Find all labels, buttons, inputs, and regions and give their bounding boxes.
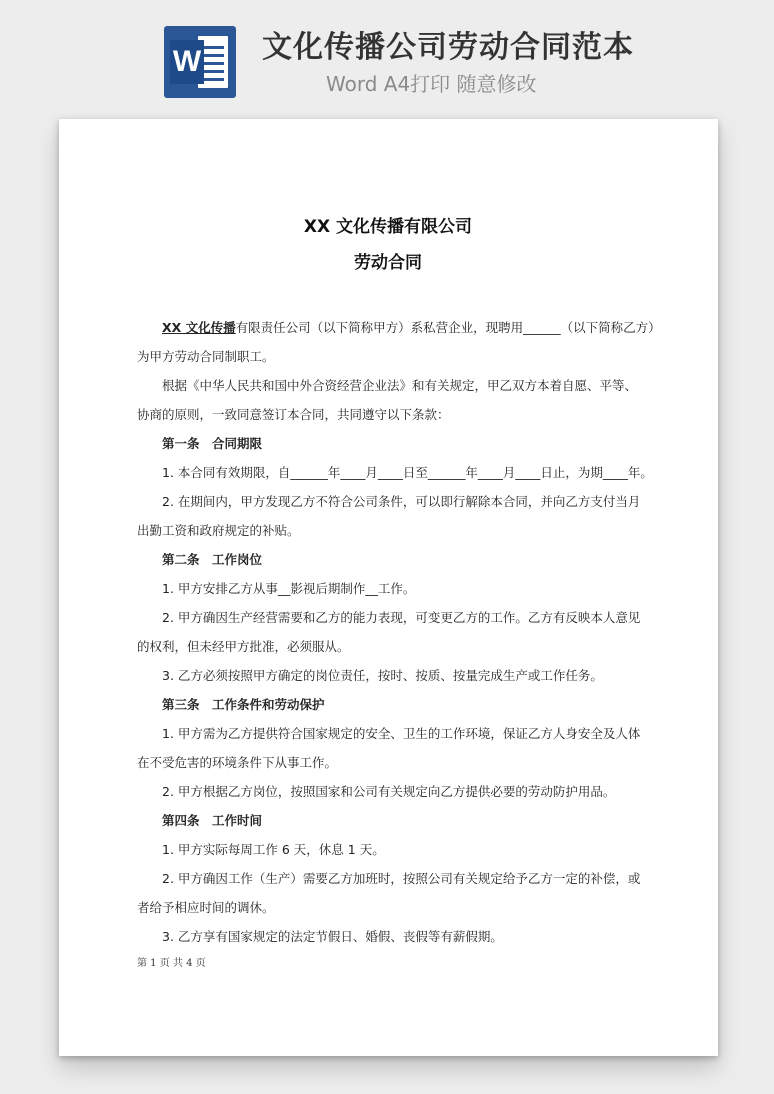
page-number: 第 1 页 共 4 页 <box>137 958 206 969</box>
clause: 1. 甲方需为乙方提供符合国家规定的安全、卫生的工作环境，保证乙方人身安全及人体 <box>162 726 641 741</box>
clause-text: 工作。 <box>377 581 416 596</box>
paragraph: 协商的原则，一致同意签订本合同，共同遵守以下条款： <box>137 407 450 422</box>
paragraph-text: 有限责任公司（以下简称甲方）系私营企业，现聘用______（以下简称乙方） <box>235 320 661 335</box>
page-subtitle: Word A4打印 随意修改 <box>326 72 537 96</box>
clause: 2. 甲方确因生产经营需要和乙方的能力表现，可变更乙方的工作。乙方有反映本人意见 <box>162 610 641 625</box>
paragraph: 根据《中华人民共和国中外合资经营企业法》和有关规定，甲乙双方本着自愿、平等、 <box>162 378 638 393</box>
article-heading: 第三条 工作条件和劳动保护 <box>162 697 325 712</box>
header <box>0 0 774 110</box>
page-title: 文化传播公司劳动合同范本 <box>262 30 634 65</box>
document-content <box>137 215 661 951</box>
clause: 3. 乙方享有国家规定的法定节假日、婚假、丧假等有薪假期。 <box>162 929 503 944</box>
paragraph <box>137 313 661 342</box>
article-heading: 第一条 合同期限 <box>162 436 263 451</box>
contract-title: 劳动合同 <box>354 253 422 273</box>
clause: 出勤工资和政府规定的补贴。 <box>137 523 300 538</box>
paragraph: 为甲方劳动合同制职工。 <box>137 349 275 364</box>
clause: 1. 本合同有效期限，自______年____月____日至______年____月____日止，为期____年。 <box>162 465 653 480</box>
job-field: __影视后期制作__ <box>277 581 378 596</box>
clause: 2. 在期间内，甲方发现乙方不符合公司条件，可以即行解除本合同，并向乙方支付当月 <box>162 494 641 509</box>
company-title: XX 文化传播有限公司 <box>303 217 473 237</box>
document-page <box>59 119 718 1056</box>
article-heading: 第二条 工作岗位 <box>162 552 263 567</box>
word-icon <box>164 26 236 98</box>
clause: 2. 甲方根据乙方岗位，按照国家和公司有关规定向乙方提供必要的劳动防护用品。 <box>162 784 616 799</box>
clause <box>137 574 639 603</box>
clause: 的权利，但未经甲方批准，必须服从。 <box>137 639 350 654</box>
clause: 1. 甲方实际每周工作 6 天，休息 1 天。 <box>162 842 385 857</box>
word-letter: W <box>170 40 204 84</box>
clause: 在不受危害的环境条件下从事工作。 <box>137 755 338 770</box>
clause: 者给予相应时间的调休。 <box>137 900 275 915</box>
clause: 2. 甲方确因工作（生产）需要乙方加班时，按照公司有关规定给予乙方一定的补偿，或 <box>162 871 641 886</box>
clause-text: 1. 甲方安排乙方从事 <box>162 581 278 596</box>
article-heading: 第四条 工作时间 <box>162 813 263 828</box>
clause: 3. 乙方必须按照甲方确定的岗位责任，按时、按质、按量完成生产或工作任务。 <box>162 668 603 683</box>
company-name: XX 文化传播 <box>162 320 236 335</box>
